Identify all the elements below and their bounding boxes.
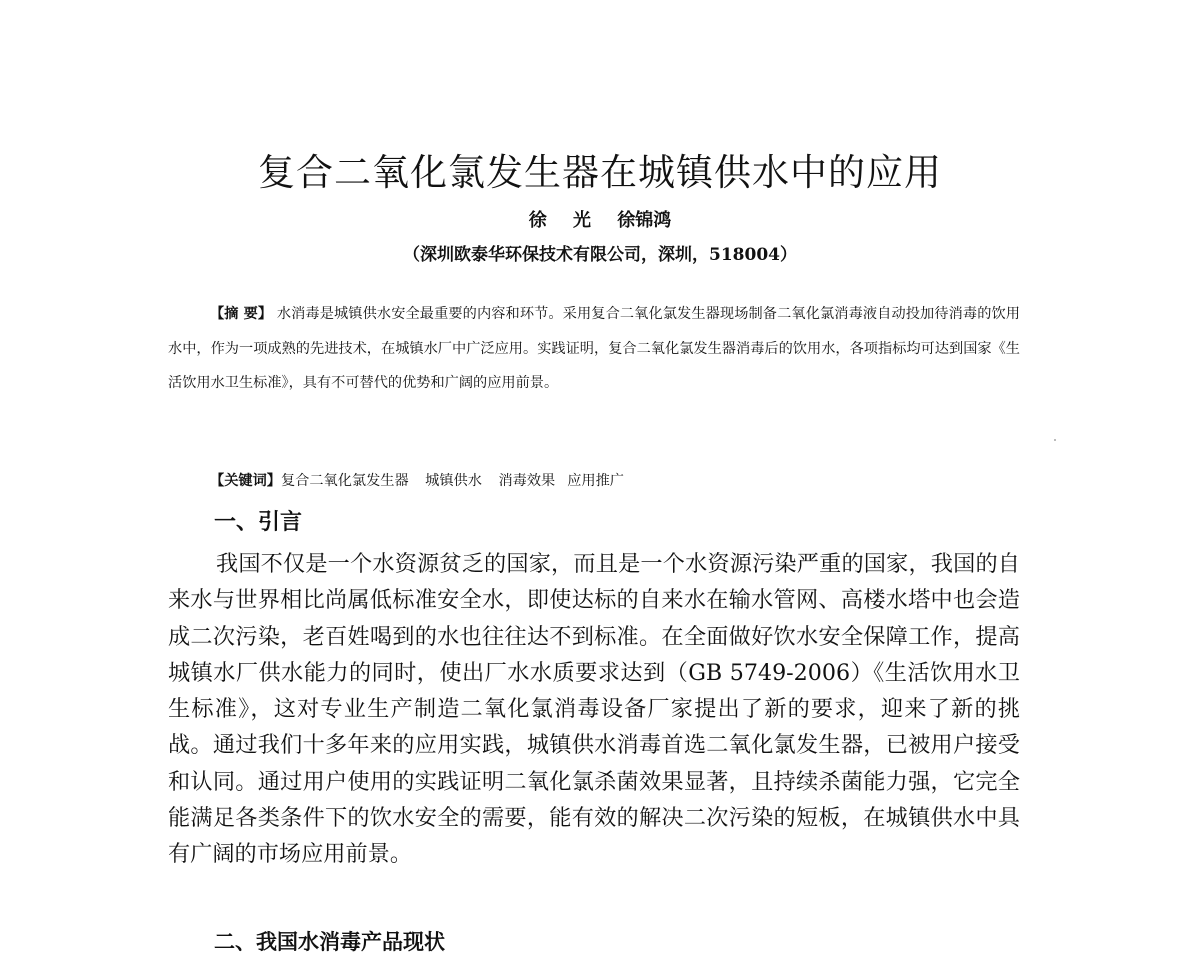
abstract [168,297,1020,401]
author-line [0,206,1200,232]
keyword: 消毒效果 [498,473,556,489]
keyword: 复合二氧化氯发生器 [280,473,409,489]
affiliation: （深圳欧泰华环保技术有限公司，深圳，518004） [403,245,797,265]
keywords [210,470,636,490]
author-name: 徐 光 [528,210,591,231]
section-heading-introduction: 一、引言 [214,509,303,535]
keyword: 城镇供水 [425,473,482,489]
abstract-text: 水消毒是城镇供水安全最重要的内容和环节。采用复合二氧化氯发生器现场制备二氧化氯消毒液自动投加待消毒的饮用水中，作为一项成熟的先进技术，在城镇水厂中广泛应用。实践证明，复合二氧化氯发生器消毒后的饮用水，各项指标均可达到国家《生活饮用水卫生标准》，具有不可替代的优势和广阔的应用前景。 [168,306,1020,391]
scan-speck [1054,439,1056,441]
keywords-tag: 【关键词】 [210,473,281,489]
abstract-tag: 【摘 要】 [210,306,273,322]
author-name: 徐锦鸿 [617,210,672,231]
section-heading-status: 二、我国水消毒产品现状 [214,929,445,954]
keyword: 应用推广 [567,473,624,489]
introduction-paragraph: 我国不仅是一个水资源贫乏的国家，而且是一个水资源污染严重的国家，我国的自来水与世界相比尚属低标准安全水，即使达标的自来水在输水管网、高楼水塔中也会造成二次污染，老百姓喝到的水也往往达不到标准。在全面做好饮水安全保障工作，提高城镇水厂供水能力的同时，使出厂水水质要求达到（GB 5749-2006）《生活饮用水卫生标准》，这对专业生产制造二氧化氯消毒设备厂家提出了新的要求，迎来了新的挑战。通过我们十多年来的应用实践，城镇供水消毒首选二氧化氯发生器，已被用户接受和认同。通过用户使用的实践证明二氧化氯杀菌效果显著，且持续杀菌能力强，它完全能满足各类条件下的饮水安全的需要，能有效的解决二次污染的短板，在城镇供水中具有广阔的市场应用前景。 [168,551,1020,868]
paper-title: 复合二氧化氯发生器在城镇供水中的应用 [258,151,942,194]
